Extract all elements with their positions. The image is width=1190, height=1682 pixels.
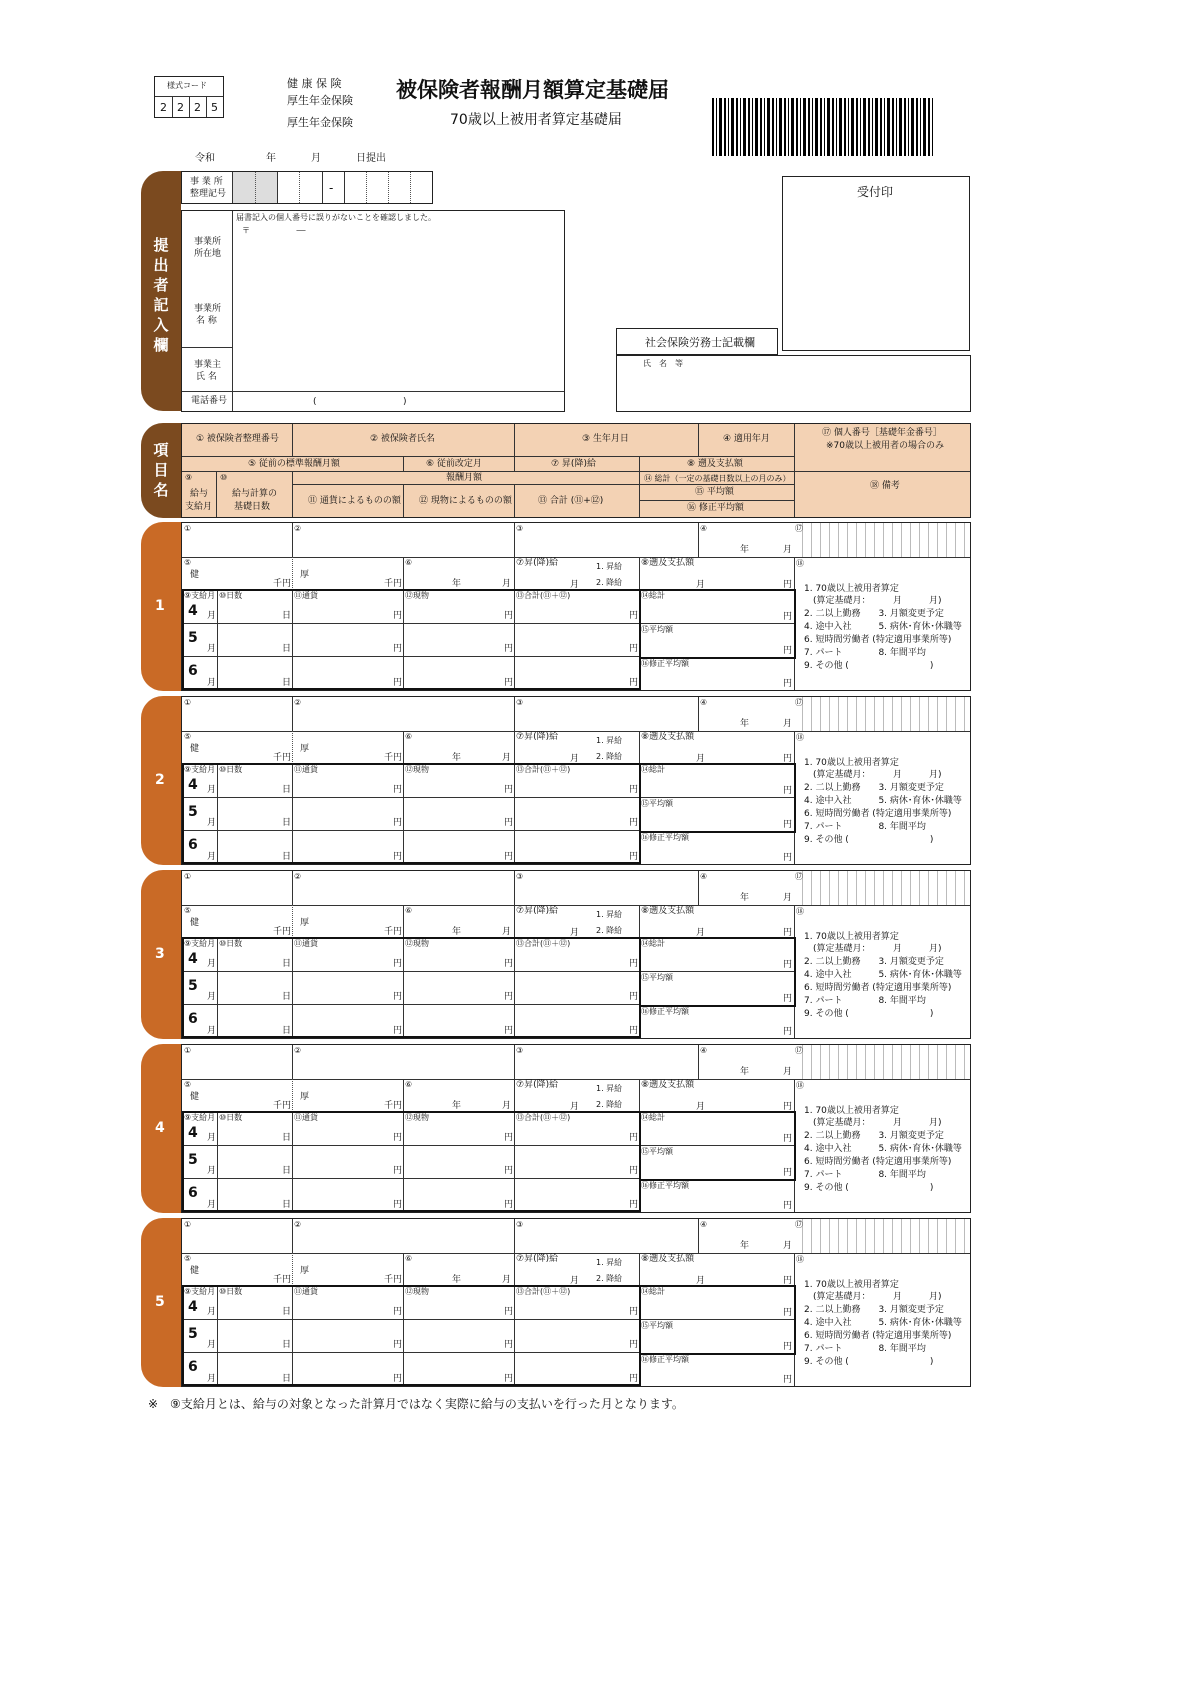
unit-label: 円 [629, 678, 639, 688]
insurance-type-1: 健 康 保 険 [287, 77, 342, 90]
form-title: 被保険者報酬月額算定基礎届 [396, 78, 669, 102]
unit-label: 円 [504, 818, 514, 828]
unit-label: 円 [629, 785, 639, 795]
block-number: 3 [155, 946, 165, 962]
block-number: 5 [155, 1294, 165, 1310]
office-number-field[interactable]: 事 業 所 整理記号 - [181, 171, 433, 204]
unit-label: 日 [282, 1340, 292, 1350]
unit-label: 日 [282, 992, 292, 1002]
unit-label: 日 [282, 818, 292, 828]
month-number: 5 [188, 804, 198, 820]
unit-label: 円 [504, 678, 514, 688]
form-code-digit: 5 [211, 101, 218, 114]
month-number: 5 [188, 630, 198, 646]
unit-label: 円 [504, 992, 514, 1002]
unit-label: 日 [282, 644, 292, 654]
unit-label: 円 [504, 1200, 514, 1210]
unit-label: 円 [629, 992, 639, 1002]
month-number: 4 [188, 1299, 198, 1315]
submitter-side-tab: 提 出 者 記 入 欄 [141, 171, 181, 411]
items-side-tab: 項 目 名 [141, 423, 181, 518]
amount-input-row[interactable] [218, 1319, 638, 1352]
month-number: 6 [188, 1359, 198, 1375]
amount-input-row[interactable] [218, 938, 638, 971]
unit-label: 日 [282, 678, 292, 688]
block-grid: ① ② ③ ④ 年 月 ⑰ ⑤ 健 千円 厚 千円 ⑥ 年 月 ⑦昇(降)給 1. 昇給 2. 降給 月 ⑧遡及支払額 月 円 ⑱ ⑨支給月 ⑩日数 ⑪通貨 ⑫現物 ⑬合計(⑪＋⑫) ⑭総計 ⑮平均額 ⑯修正平均額 円 円 円 4 月 日 円 円 円 5 月 日 円 円 円 6 月 日 円 円 円 1. 70歳以上被用者算定 (算定基礎月： 月 月) 2. 二以上勤務 3. 月額変更予定 4. 途中入社 5. 病休･育休･休職等 6. 短時間労働者 (特定適用事業所等) 7. パート 8. 年間平均 9. その他 ( ) [181, 522, 971, 691]
confirm-text: 届書記入の個人番号に誤りがないことを確認しました。 [236, 213, 436, 222]
person-block [141, 1218, 971, 1387]
unit-label: 日 [282, 959, 292, 969]
person-block [141, 522, 971, 691]
amount-input-row[interactable] [218, 623, 638, 656]
unit-label: 円 [504, 1133, 514, 1143]
unit-label: 円 [393, 1200, 403, 1210]
unit-label: 円 [629, 611, 639, 621]
unit-label: 円 [393, 1166, 403, 1176]
unit-label: 円 [393, 1374, 403, 1384]
unit-label: 円 [393, 644, 403, 654]
unit-label: 月 [207, 678, 217, 688]
month-number: 5 [188, 978, 198, 994]
unit-label: 円 [629, 1374, 639, 1384]
amount-input-row[interactable] [218, 1286, 638, 1319]
receipt-stamp-box: 受付印 [782, 176, 970, 351]
unit-label: 円 [504, 644, 514, 654]
month-number: 5 [188, 1326, 198, 1342]
unit-label: 日 [282, 1166, 292, 1176]
unit-label: 日 [282, 852, 292, 862]
unit-label: 月 [207, 1166, 217, 1176]
unit-label: 日 [282, 785, 292, 795]
unit-label: 月 [207, 818, 217, 828]
amount-input-row[interactable] [218, 590, 638, 623]
unit-label: 月 [207, 1374, 217, 1384]
personal-number-field[interactable] [794, 871, 970, 905]
unit-label: 日 [282, 1307, 292, 1317]
unit-label: 月 [207, 852, 217, 862]
unit-label: 円 [504, 959, 514, 969]
unit-label: 月 [207, 992, 217, 1002]
personal-number-field[interactable] [794, 697, 970, 731]
person-block [141, 696, 971, 865]
amount-input-row[interactable] [218, 1145, 638, 1178]
unit-label: 円 [504, 1340, 514, 1350]
unit-label: 円 [504, 1026, 514, 1036]
unit-label: 月 [207, 644, 217, 654]
form-code-box [154, 76, 224, 118]
unit-label: 円 [629, 1166, 639, 1176]
unit-label: 月 [207, 611, 217, 621]
unit-label: 円 [393, 1307, 403, 1317]
unit-label: 円 [393, 959, 403, 969]
month-number: 6 [188, 1011, 198, 1027]
unit-label: 月 [207, 785, 217, 795]
form-code-digit: 2 [194, 101, 201, 114]
unit-label: 円 [504, 1307, 514, 1317]
sharoushi-label-box: 社会保険労務士記載欄 [616, 328, 778, 355]
amount-input-row[interactable] [218, 656, 638, 690]
items-header-table: ① 被保険者整理番号 ② 被保険者氏名 ③ 生年月日 ④ 適用年月 ⑰ 個人番号［基礎年金番号］ ※70歳以上被用者の場合のみ ⑤ 従前の標準報酬月額 ⑥ 従前改定月 ⑦ 昇(降)給 ⑧ 遡及支払額 ⑨ 給与 支給月 ⑩ 給与計算の 基礎日数 報酬月額 ⑪ 通貨によるものの額 ⑫ 現物によるものの額 ⑬ 合計 (⑪+⑫) ⑭ 総計（一定の基礎日数以上の月のみ） ⑮ 平均額 ⑯ 修正平均額 ⑱ 備考 [181, 423, 971, 518]
unit-label: 月 [207, 959, 217, 969]
unit-label: 日 [282, 611, 292, 621]
unit-label: 円 [629, 852, 639, 862]
unit-label: 日 [282, 1133, 292, 1143]
unit-label: 円 [629, 644, 639, 654]
block-grid: ① ② ③ ④ 年 月 ⑰ ⑤ 健 千円 厚 千円 ⑥ 年 月 ⑦昇(降)給 1. 昇給 2. 降給 月 ⑧遡及支払額 月 円 ⑱ ⑨支給月 ⑩日数 ⑪通貨 ⑫現物 ⑬合計(⑪＋⑫) ⑭総計 ⑮平均額 ⑯修正平均額 円 円 円 4 月 日 円 円 円 5 月 日 円 円 円 6 月 日 円 円 円 1. 70歳以上被用者算定 (算定基礎月： 月 月) 2. 二以上勤務 3. 月額変更予定 4. 途中入社 5. 病休･育休･休職等 6. 短時間労働者 (特定適用事業所等) 7. パート 8. 年間平均 9. その他 ( ) [181, 1218, 971, 1387]
unit-label: 日 [282, 1374, 292, 1384]
block-number: 1 [155, 598, 165, 614]
amount-input-row[interactable] [218, 1112, 638, 1145]
unit-label: 円 [504, 785, 514, 795]
amount-input-row[interactable] [218, 1178, 638, 1212]
date-day[interactable]: 日提出 [356, 153, 386, 164]
form-subtitle: 70歳以上被用者算定基礎届 [450, 112, 622, 128]
unit-label: 月 [207, 1340, 217, 1350]
block-grid: ① ② ③ ④ 年 月 ⑰ ⑤ 健 千円 厚 千円 ⑥ 年 月 ⑦昇(降)給 1. 昇給 2. 降給 月 ⑧遡及支払額 月 円 ⑱ ⑨支給月 ⑩日数 ⑪通貨 ⑫現物 ⑬合計(⑪＋⑫) ⑭総計 ⑮平均額 ⑯修正平均額 円 円 円 4 月 日 円 円 円 5 月 日 円 円 円 6 月 日 円 円 円 1. 70歳以上被用者算定 (算定基礎月： 月 月) 2. 二以上勤務 3. 月額変更予定 4. 途中入社 5. 病休･育休･休職等 6. 短時間労働者 (特定適用事業所等) 7. パート 8. 年間平均 9. その他 ( ) [181, 870, 971, 1039]
amount-input-row[interactable] [218, 971, 638, 1004]
month-number: 5 [188, 1152, 198, 1168]
block-number: 4 [155, 1120, 165, 1136]
month-number: 4 [188, 777, 198, 793]
barcode [712, 98, 934, 156]
unit-label: 月 [207, 1133, 217, 1143]
unit-label: 円 [504, 1166, 514, 1176]
form-code-label: 様式コード [167, 81, 207, 90]
amount-input-row[interactable] [218, 830, 638, 864]
person-block [141, 1044, 971, 1213]
form-code-digit: 2 [177, 101, 184, 114]
block-number-tab [141, 1044, 181, 1213]
block-grid: ① ② ③ ④ 年 月 ⑰ ⑤ 健 千円 厚 千円 ⑥ 年 月 ⑦昇(降)給 1. 昇給 2. 降給 月 ⑧遡及支払額 月 円 ⑱ ⑨支給月 ⑩日数 ⑪通貨 ⑫現物 ⑬合計(⑪＋⑫) ⑭総計 ⑮平均額 ⑯修正平均額 円 円 円 4 月 日 円 円 円 5 月 日 円 円 円 6 月 日 円 円 円 1. 70歳以上被用者算定 (算定基礎月： 月 月) 2. 二以上勤務 3. 月額変更予定 4. 途中入社 5. 病休･育休･休職等 6. 短時間労働者 (特定適用事業所等) 7. パート 8. 年間平均 9. その他 ( ) [181, 696, 971, 865]
insurance-type-2: 厚生年金保険 [287, 94, 353, 107]
unit-label: 円 [393, 611, 403, 621]
month-number: 4 [188, 951, 198, 967]
unit-label: 円 [393, 818, 403, 828]
unit-label: 円 [393, 992, 403, 1002]
unit-label: 円 [504, 1374, 514, 1384]
unit-label: 円 [393, 678, 403, 688]
block-number-tab [141, 1218, 181, 1387]
personal-number-field[interactable] [794, 1219, 970, 1253]
unit-label: 日 [282, 1026, 292, 1036]
footnote: ※ ⑨支給月とは、給与の対象となった計算月ではなく実際に給与の支払いを行った月となります。 [148, 1397, 684, 1411]
block-number-tab [141, 870, 181, 1039]
month-number: 6 [188, 1185, 198, 1201]
unit-label: 円 [393, 1133, 403, 1143]
month-number: 6 [188, 837, 198, 853]
block-number-tab [141, 522, 181, 691]
unit-label: 円 [629, 1200, 639, 1210]
unit-label: 円 [629, 818, 639, 828]
unit-label: 円 [393, 1026, 403, 1036]
month-number: 4 [188, 1125, 198, 1141]
personal-number-field[interactable] [794, 523, 970, 557]
block-grid: ① ② ③ ④ 年 月 ⑰ ⑤ 健 千円 厚 千円 ⑥ 年 月 ⑦昇(降)給 1. 昇給 2. 降給 月 ⑧遡及支払額 月 円 ⑱ ⑨支給月 ⑩日数 ⑪通貨 ⑫現物 ⑬合計(⑪＋⑫) ⑭総計 ⑮平均額 ⑯修正平均額 円 円 円 4 月 日 円 円 円 5 月 日 円 円 円 6 月 日 円 円 円 1. 70歳以上被用者算定 (算定基礎月： 月 月) 2. 二以上勤務 3. 月額変更予定 4. 途中入社 5. 病休･育休･休職等 6. 短時間労働者 (特定適用事業所等) 7. パート 8. 年間平均 9. その他 ( ) [181, 1044, 971, 1213]
date-month[interactable]: 月 [311, 153, 321, 164]
unit-label: 月 [207, 1026, 217, 1036]
amount-input-row[interactable] [218, 797, 638, 830]
month-number: 4 [188, 603, 198, 619]
date-era: 令和 [195, 153, 215, 164]
block-number: 2 [155, 772, 165, 788]
amount-input-row[interactable] [218, 1352, 638, 1386]
unit-label: 円 [393, 785, 403, 795]
sharoushi-name-field[interactable]: 氏 名 等 [616, 355, 971, 412]
unit-label: 円 [629, 1307, 639, 1317]
unit-label: 円 [629, 1340, 639, 1350]
unit-label: 円 [629, 959, 639, 969]
month-number: 6 [188, 663, 198, 679]
form-code-digit: 2 [160, 101, 167, 114]
office-info-box: 届書記入の個人番号に誤りがないことを確認しました。 〒 － 事業所 所在地 事業所 名 称 事業主 氏 名 電話番号 ( ) [181, 210, 565, 412]
date-year[interactable]: 年 [266, 153, 276, 164]
unit-label: 月 [207, 1200, 217, 1210]
unit-label: 円 [629, 1133, 639, 1143]
amount-input-row[interactable] [218, 1004, 638, 1038]
unit-label: 円 [393, 1340, 403, 1350]
person-block [141, 870, 971, 1039]
amount-input-row[interactable] [218, 764, 638, 797]
block-number-tab [141, 696, 181, 865]
insurance-type-3: 厚生年金保険 [287, 116, 353, 129]
unit-label: 日 [282, 1200, 292, 1210]
unit-label: 円 [629, 1026, 639, 1036]
unit-label: 円 [504, 611, 514, 621]
personal-number-field[interactable] [794, 1045, 970, 1079]
unit-label: 月 [207, 1307, 217, 1317]
unit-label: 円 [393, 852, 403, 862]
unit-label: 円 [504, 852, 514, 862]
